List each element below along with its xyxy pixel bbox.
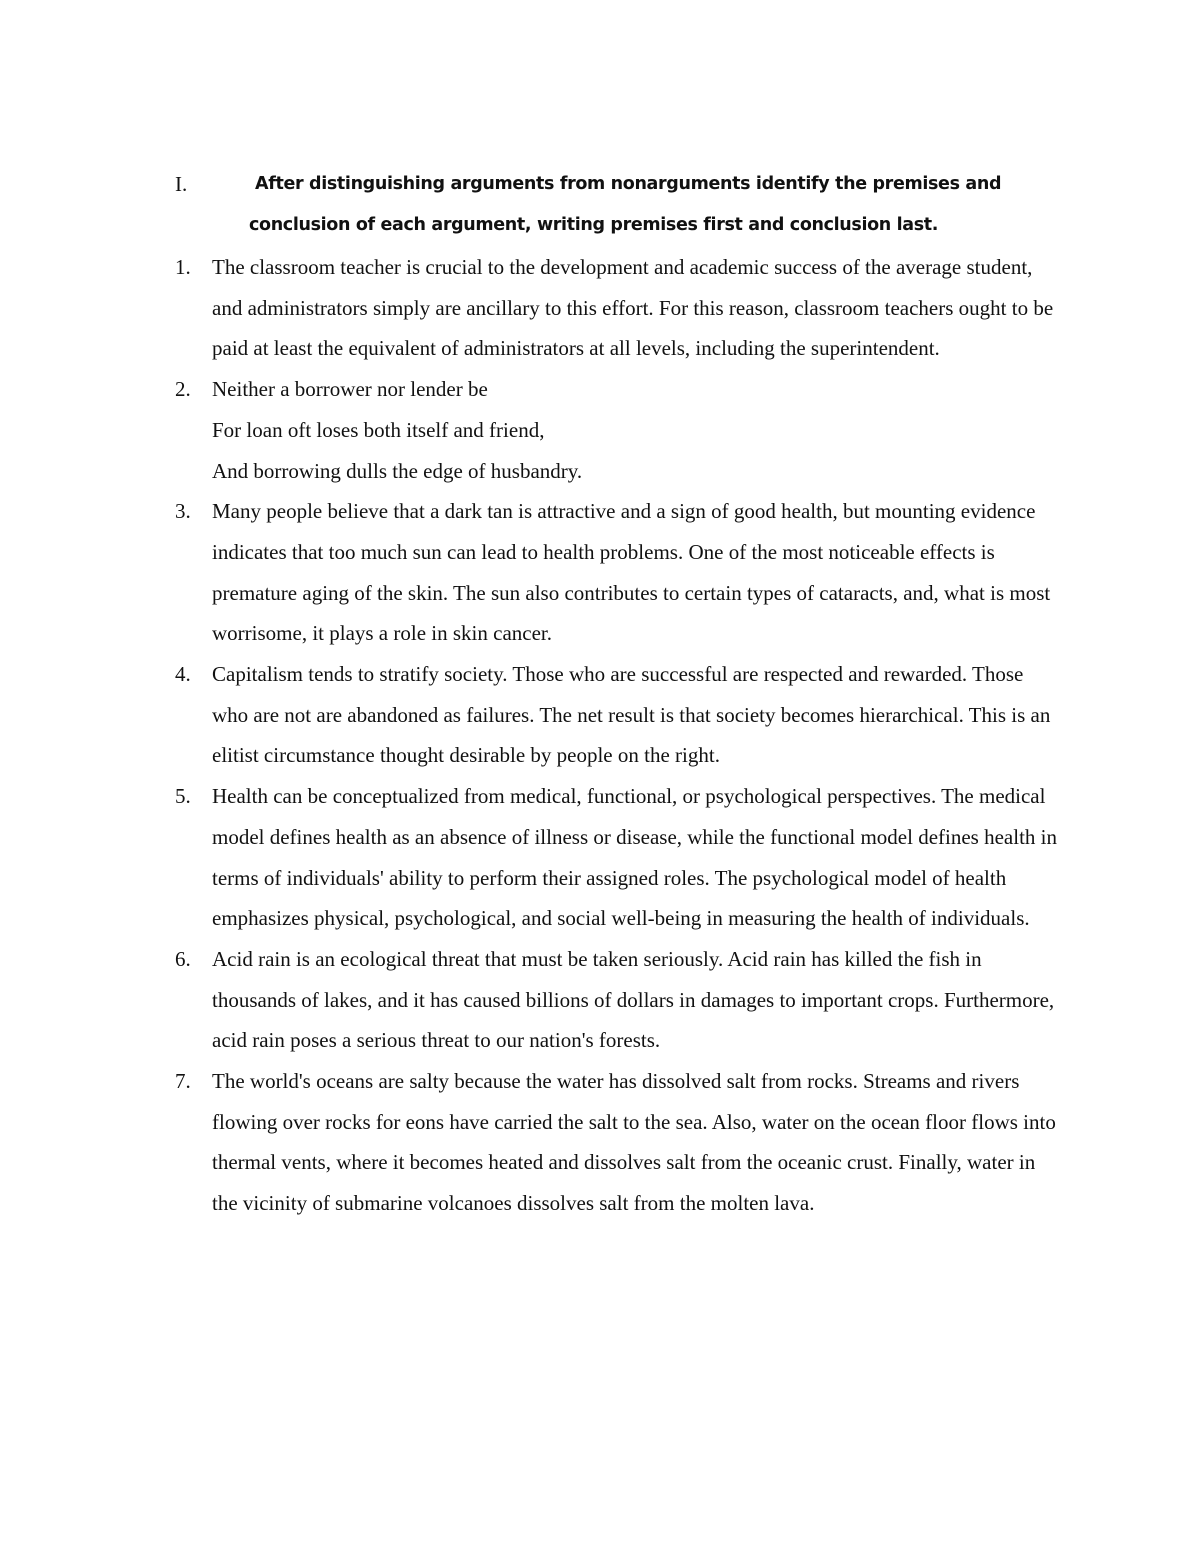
list-item [175, 1061, 1065, 1224]
item-number: 7. [175, 1069, 191, 1094]
poem-text [212, 369, 1062, 491]
item-number: 5. [175, 784, 191, 809]
exercise-list [175, 247, 1065, 1224]
poem-line: Neither a borrower nor lender be [212, 377, 488, 402]
item-text: The classroom teacher is crucial to the development and academic success of the average student, and administrators simply are ancillary to this effort. For this reason, classroom teachers ought to be paid at least the equivalent of administrators at all levels, including the superintendent. [212, 255, 1054, 361]
poem-line: And borrowing dulls the edge of husbandry. [212, 458, 583, 483]
list-item [175, 654, 1065, 776]
section-numeral: I. [175, 172, 188, 196]
section-instruction: After distinguishing arguments from nonarguments identify the premises and conclusion of each argument, writing premises first and conclusion last. [249, 174, 1002, 235]
list-item [175, 369, 1065, 491]
item-text: Capitalism tends to stratify society. Those who are successful are respected and rewarded. Those who are not are abandoned as failures. The net result is that society becomes hierarchical. This is an elitist circumstance thought desirable by people on the right. [212, 662, 1051, 768]
item-text: Many people believe that a dark tan is attractive and a sign of good health, but mounting evidence indicates that too much sun can lead to health problems. One of the most noticeable effects is premature aging of the skin. The sun also contributes to certain types of cataracts, and, what is most worrisome, it plays a role in skin cancer. [212, 499, 1051, 646]
poem-line: For loan oft loses both itself and friend, [212, 417, 545, 442]
item-number: 2. [175, 377, 191, 402]
item-number: 3. [175, 499, 191, 524]
list-item [175, 491, 1065, 654]
item-text: Acid rain is an ecological threat that must be taken seriously. Acid rain has killed the fish in thousands of lakes, and it has caused billions of dollars in damages to important crops. Furthermore, acid rain poses a serious threat to our nation's forests. [212, 946, 1055, 1053]
list-item [175, 939, 1065, 1061]
item-number: 1. [175, 255, 191, 279]
list-item [175, 776, 1065, 939]
item-text: Health can be conceptualized from medical, functional, or psychological perspectives. The medical model defines health as an absence of illness or disease, while the functional model defines health in terms of individuals' ability to perform their assigned roles. The psychological model of health emphasizes physical, psychological, and social well-being in measuring the health of individuals. [212, 784, 1057, 931]
list-item [175, 247, 1065, 369]
item-number: 4. [175, 662, 191, 687]
item-text: The world's oceans are salty because the water has dissolved salt from rocks. Streams and rivers flowing over rocks for eons have carried the salt to the sea. Also, water on the ocean floor flows into thermal vents, where it becomes heated and dissolves salt from the oceanic crust. Finally, water in the vicinity of submarine volcanoes dissolves salt from the molten lava. [212, 1069, 1056, 1216]
item-number: 6. [175, 946, 191, 971]
